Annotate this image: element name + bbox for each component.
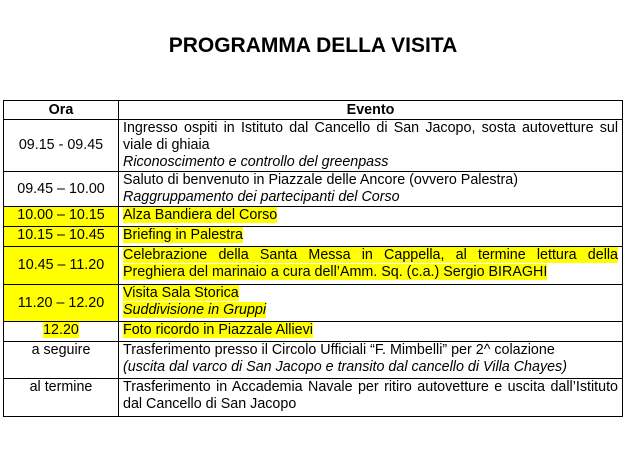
- row-time-text: 12.20: [43, 322, 79, 338]
- row-time-text: al termine: [29, 379, 93, 395]
- row-event-note: (uscita dal varco di San Jacopo e transito dal cancello di Villa Chayes): [123, 359, 567, 375]
- row-event-text: Foto ricordo in Piazzale Allievi: [123, 322, 313, 338]
- table-row: [4, 120, 623, 172]
- row-time: [4, 342, 119, 379]
- row-event-text: Saluto di benvenuto in Piazzale delle Ancore (ovvero Palestra): [123, 172, 518, 188]
- row-event: [119, 207, 623, 227]
- table-row: [4, 207, 623, 227]
- row-event-text: Trasferimento in Accademia Navale per ritiro autovetture e uscita dall’Istituto dal Cancello di San Jacopo: [123, 379, 618, 412]
- row-time-text: a seguire: [31, 342, 91, 358]
- table-row: [4, 227, 623, 247]
- row-time-text: 10.15 – 10.45: [17, 227, 105, 243]
- row-time-text: 09.15 - 09.45: [18, 137, 104, 153]
- row-event: [119, 227, 623, 247]
- row-time: [4, 322, 119, 342]
- table-row: [4, 247, 623, 285]
- row-event-text: Briefing in Palestra: [123, 227, 243, 243]
- program-table: [3, 100, 623, 417]
- row-event: [119, 342, 623, 379]
- row-time-text: 11.20 – 12.20: [17, 294, 105, 311]
- row-event: [119, 285, 623, 322]
- row-event-text: Visita Sala Storica: [123, 285, 239, 301]
- row-event: [119, 247, 623, 285]
- table-row: [4, 172, 623, 207]
- table-row: [4, 322, 623, 342]
- table-header-row: [4, 101, 623, 120]
- row-time: [4, 285, 119, 322]
- page-title: PROGRAMMA DELLA VISITA: [168, 34, 458, 57]
- row-event-note: Raggruppamento dei partecipanti del Corso: [123, 189, 400, 205]
- row-event: [119, 322, 623, 342]
- row-time: [4, 379, 119, 417]
- table-row: [4, 285, 623, 322]
- row-event-text: Trasferimento presso il Circolo Ufficiali “F. Mimbelli” per 2^ colazione: [123, 342, 555, 358]
- row-time: [4, 247, 119, 285]
- row-event-text: Alza Bandiera del Corso: [123, 207, 278, 223]
- row-event: [119, 172, 623, 207]
- table-row: [4, 342, 623, 379]
- row-event: [119, 379, 623, 417]
- row-time-text: 09.45 – 10.00: [17, 180, 105, 197]
- table-row: [4, 379, 623, 417]
- row-event-text: Ingresso ospiti in Istituto dal Cancello di San Jacopo, sosta autovetture sul viale di ghiaia: [123, 120, 618, 153]
- row-time-text: 10.00 – 10.15: [17, 207, 105, 223]
- row-time: [4, 120, 119, 172]
- header-event: Evento: [119, 101, 623, 120]
- row-time: [4, 227, 119, 247]
- header-time: Ora: [4, 101, 119, 120]
- row-event-note: Suddivisione in Gruppi: [123, 302, 267, 318]
- row-event-text: Celebrazione della Santa Messa in Cappella, al termine lettura della Preghiera del marinaio a cura dell’Amm. Sq. (c.a.) Sergio BIRAGHI: [123, 247, 618, 280]
- row-time: [4, 172, 119, 207]
- row-time: [4, 207, 119, 227]
- row-event-note: Riconoscimento e controllo del greenpass: [123, 154, 389, 170]
- row-event: [119, 120, 623, 172]
- row-time-text: 10.45 – 11.20: [17, 257, 105, 273]
